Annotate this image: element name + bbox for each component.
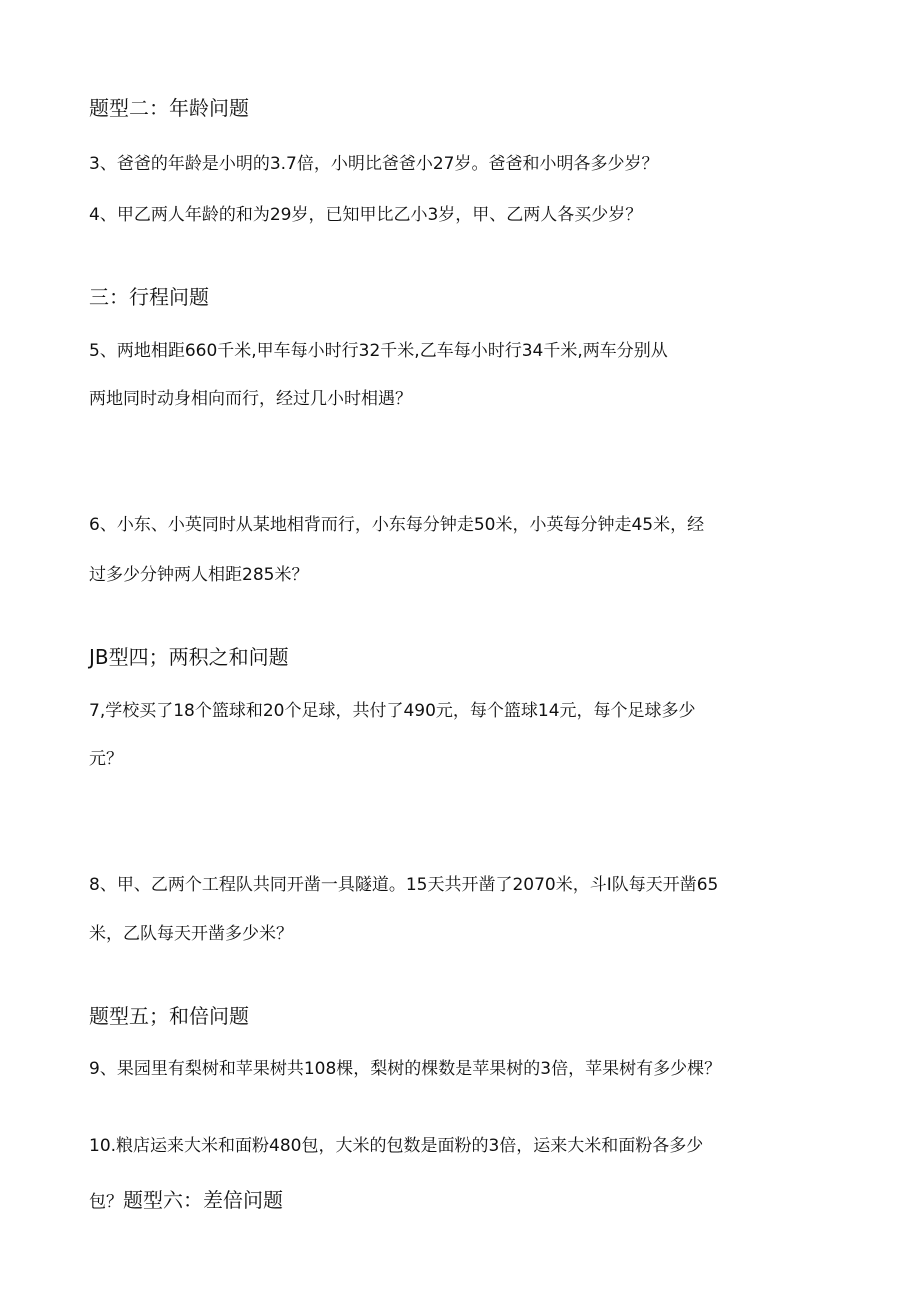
section-heading-age: 题型二：年龄问题 — [89, 96, 249, 120]
problem-8-line-1: 8、甲、乙两个工程队共同开凿一具隧道。15天共开凿了2070米，斗I队每天开凿65 — [89, 875, 719, 895]
problem-3-line-1: 3、爸爸的年龄是小明的3.7倍，小明比爸爸小27岁。爸爸和小明各多少岁？ — [89, 154, 659, 174]
problem-4-line-1: 4、甲乙两人年龄的和为29岁，已知甲比乙小3岁，甲、乙两人各买少岁？ — [89, 205, 643, 225]
problem-7-line-2: 元？ — [89, 749, 123, 769]
problem-10-line-2 — [89, 1186, 283, 1214]
problem-10-line-2-text: 包？ — [89, 1192, 123, 1212]
problem-9-line-1: 9、果园里有梨树和苹果树共108棵，梨树的棵数是苹果树的3倍，苹果树有多少棵？ — [89, 1059, 722, 1079]
section-heading-products: JB型四；两积之和问题 — [89, 645, 289, 669]
problem-5-line-2: 两地同时动身相向而行，经过几小时相遇？ — [89, 389, 412, 409]
problem-5-line-1: 5、两地相距660千米,甲车每小时行32千米,乙车每小时行34千米,两车分别从 — [89, 341, 668, 361]
problem-6-line-1: 6、小东、小英同时从某地相背而行，小东每分钟走50米，小英每分钟走45米，经 — [89, 515, 705, 535]
section-heading-difference-multiple: 题型六：差倍问题 — [123, 1188, 283, 1212]
section-heading-travel: 三：行程问题 — [89, 285, 209, 309]
section-heading-sum-multiple: 题型五；和倍问题 — [89, 1004, 249, 1028]
problem-7-line-1: 7,学校买了18个篮球和20个足球，共付了490元，每个篮球14元，每个足球多少 — [89, 701, 696, 721]
problem-6-line-2: 过多少分钟两人相距285米？ — [89, 565, 309, 585]
problem-8-line-2: 米，乙队每天开凿多少米？ — [89, 924, 293, 944]
problem-10-line-1: 10.粮店运来大米和面粉480包，大米的包数是面粉的3倍，运来大米和面粉各多少 — [89, 1136, 704, 1156]
